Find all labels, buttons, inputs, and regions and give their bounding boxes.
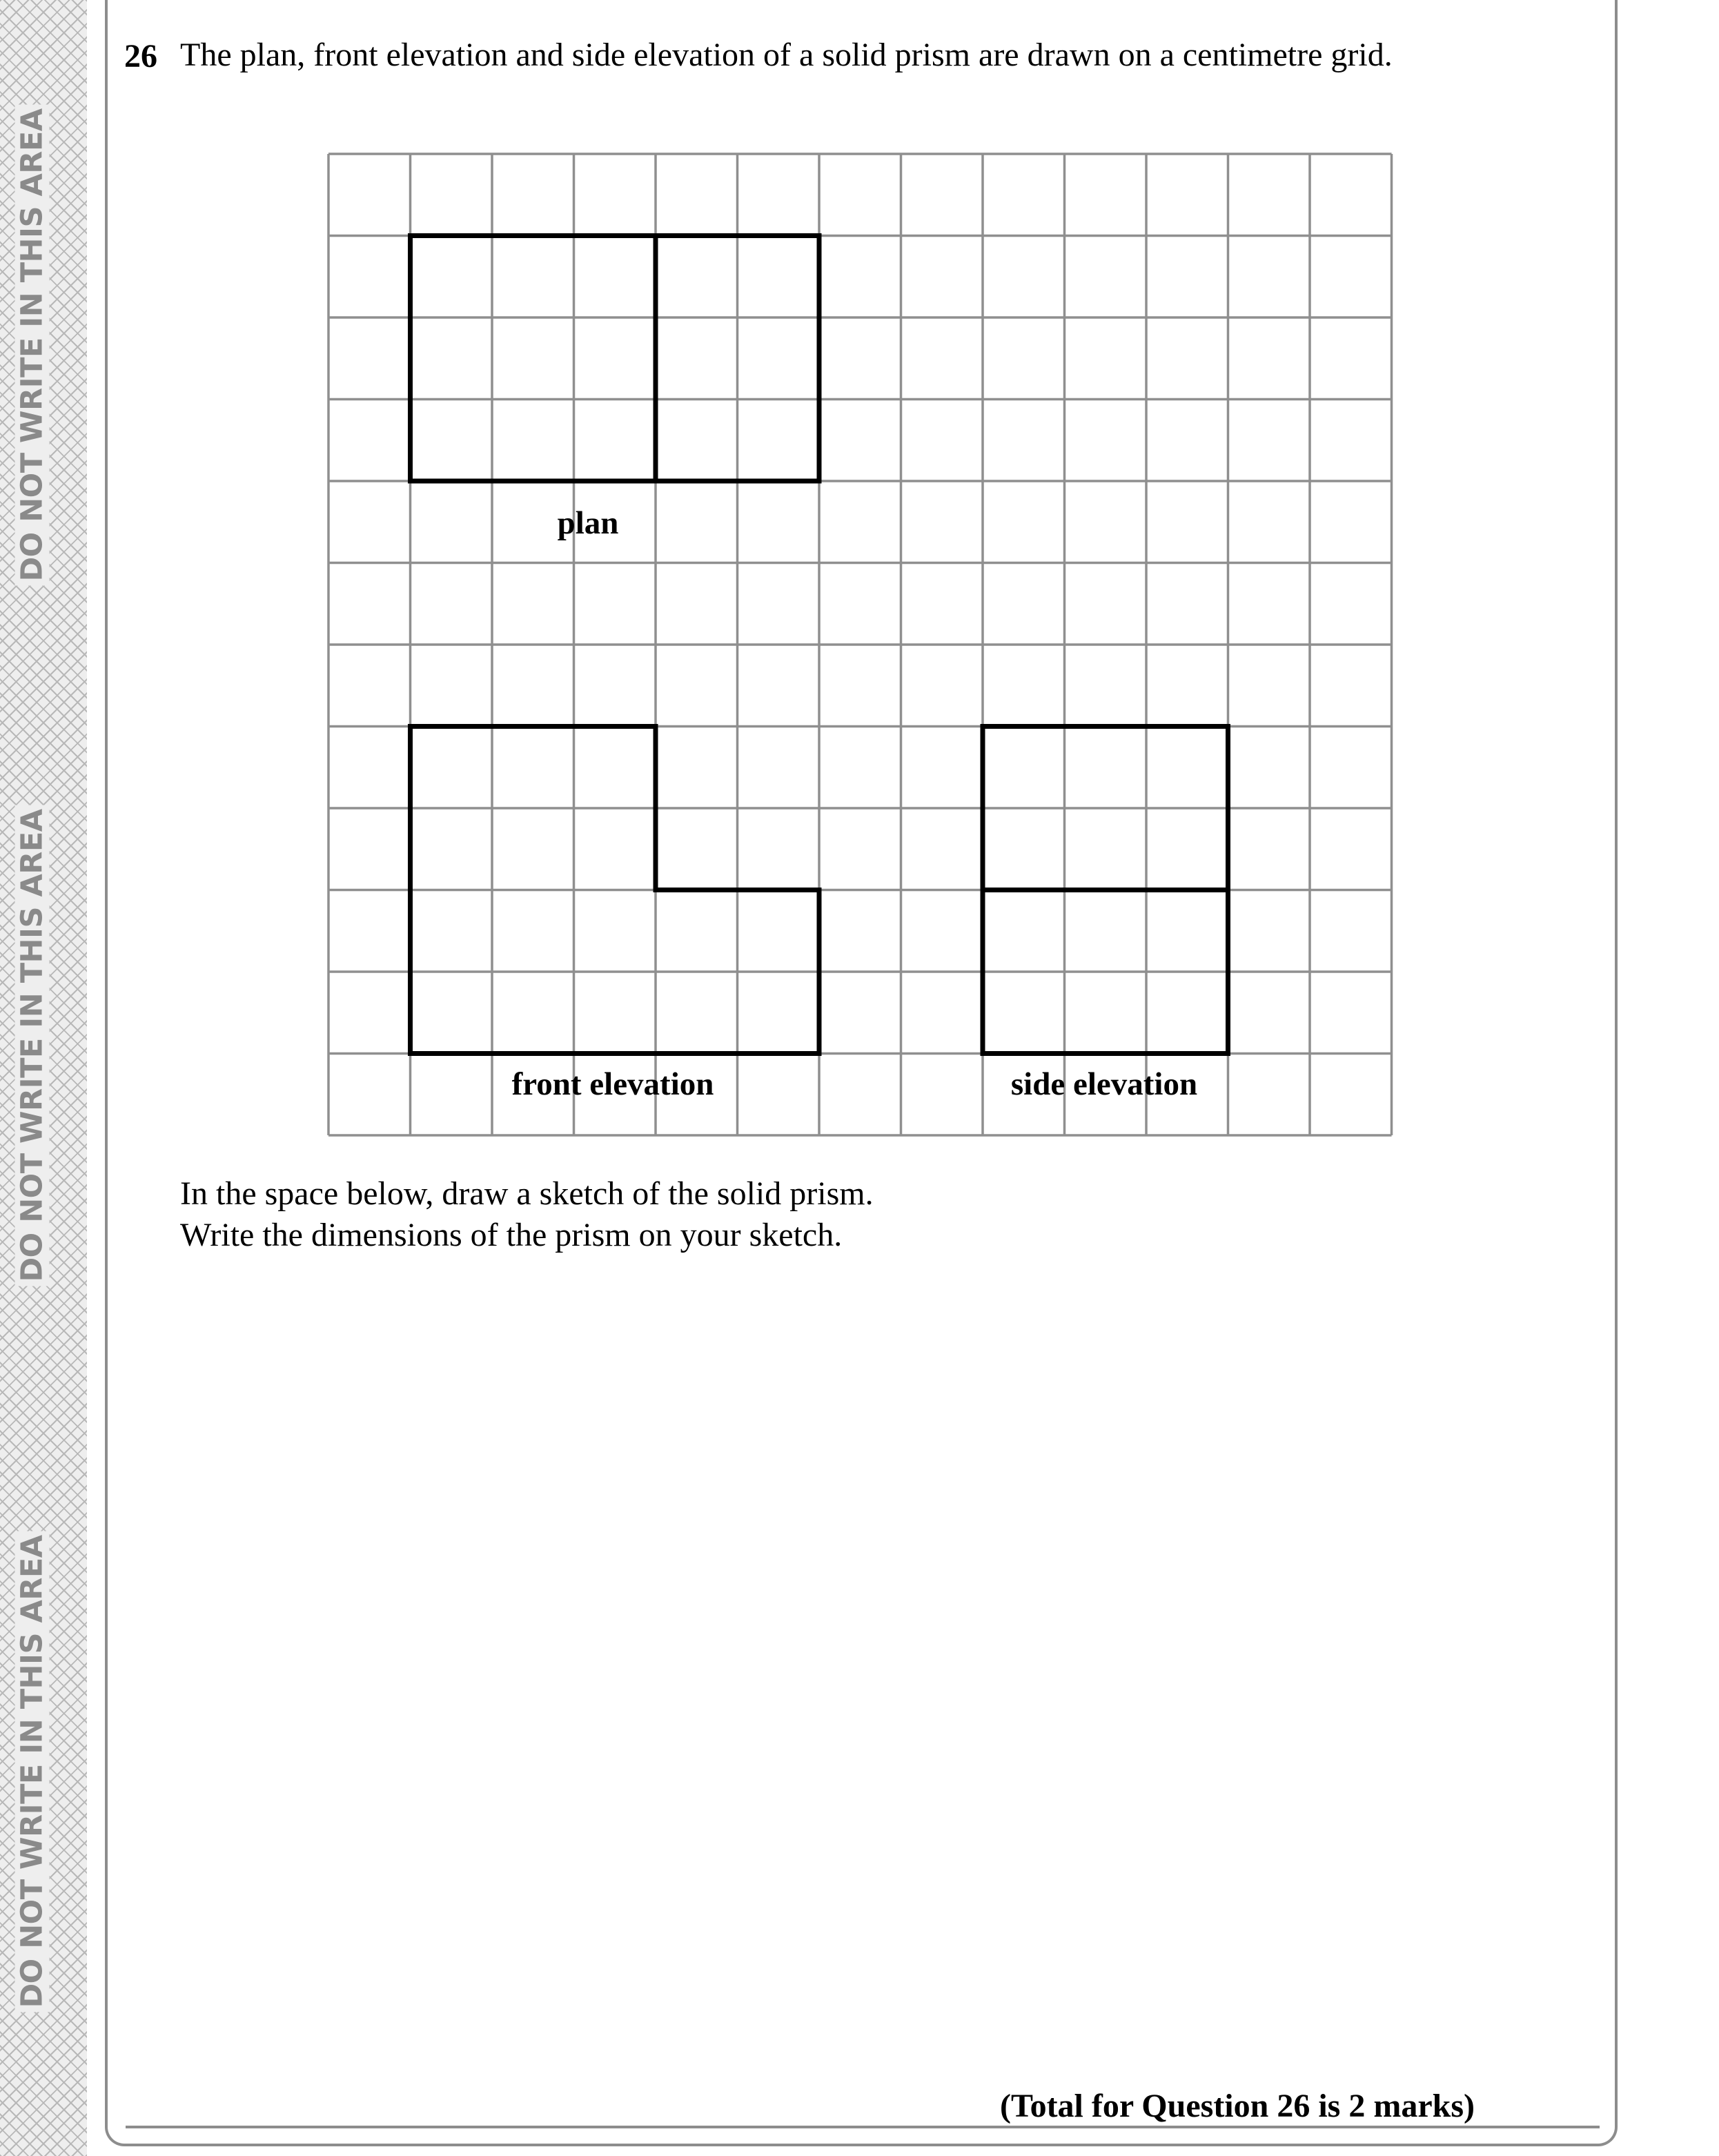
question-text: The plan, front elevation and side elevation of a solid prism are drawn on a centimetre grid. bbox=[180, 37, 1393, 73]
margin-warning: DO NOT WRITE IN THIS AREA bbox=[8, 321, 57, 369]
plan-outline bbox=[411, 236, 820, 482]
instruction-line-2: Write the dimensions of the prism on your sketch. bbox=[180, 1217, 843, 1253]
instruction-line-1: In the space below, draw a sketch of the solid prism. bbox=[180, 1175, 874, 1212]
side-elevation-label: side elevation bbox=[1010, 1066, 1198, 1102]
margin-warning: DO NOT WRITE IN THIS AREA bbox=[8, 1747, 57, 1796]
margin-warning: DO NOT WRITE IN THIS AREA bbox=[8, 1021, 57, 1070]
total-marks: (Total for Question 26 is 2 marks) bbox=[999, 2088, 1475, 2124]
grid-lines bbox=[328, 154, 1392, 1135]
instructions bbox=[180, 1173, 874, 1256]
front-elevation-label: front elevation bbox=[511, 1066, 714, 1102]
plan-label: plan bbox=[557, 505, 619, 541]
question-number: 26 bbox=[124, 38, 157, 75]
